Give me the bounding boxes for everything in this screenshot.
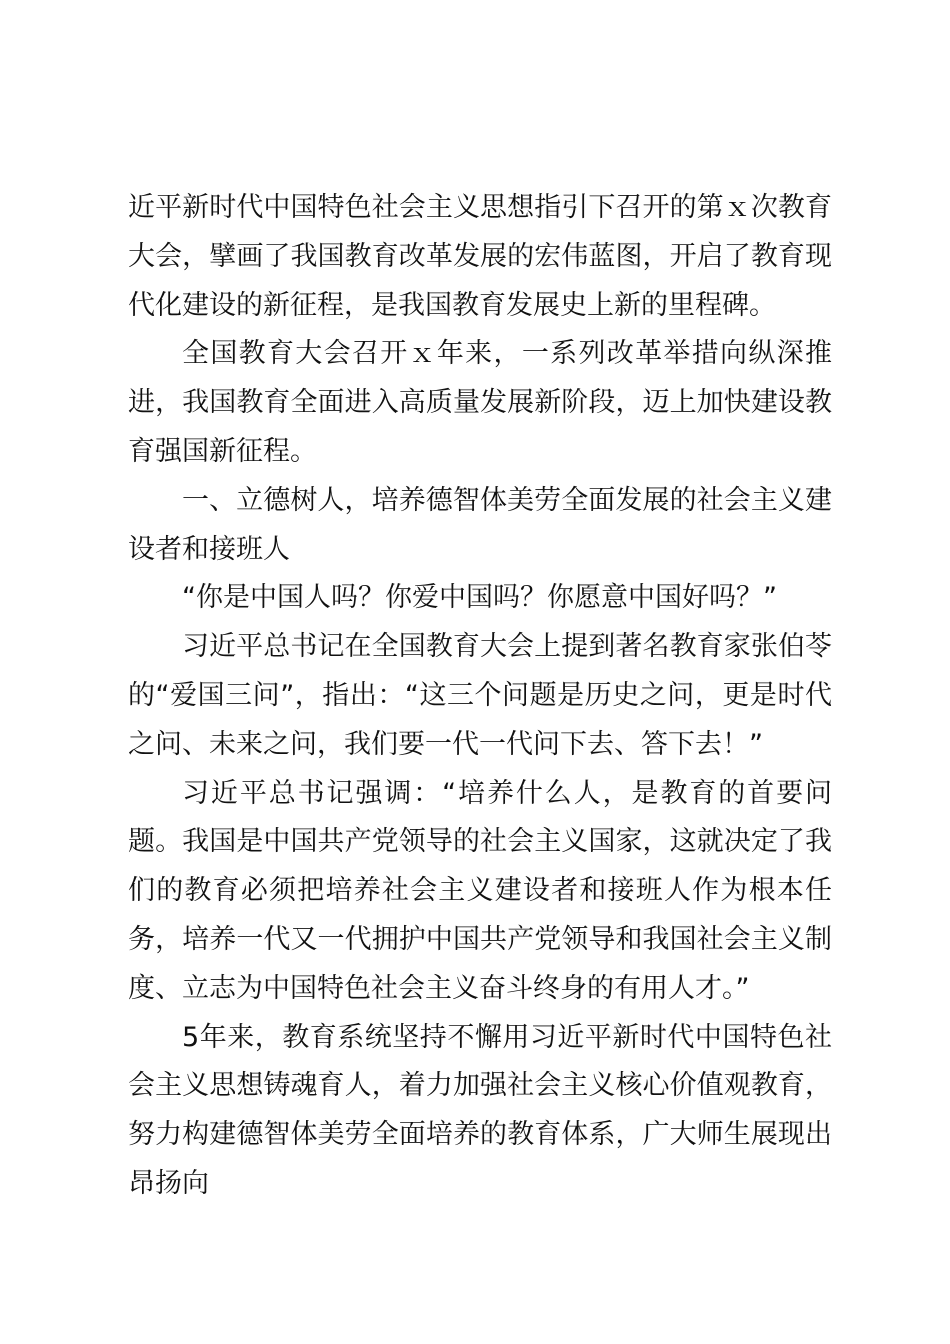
paragraph-education-task: 习近平总书记强调：“培养什么人，是教育的首要问题。我国是中国共产党领导的社会主义国家，这就决定了我们的教育必须把培养社会主义建设者和接班人作为根本任务，培养一代又一代拥护中国共产党领导和我国社会主义制度、立志为中国特色社会主义奋斗终身的有用人才。” [128,777,832,1004]
paragraph-intro-continued: 近平新时代中国特色社会主义思想指引下召开的第ｘ次教育大会，擘画了我国教育改革发展的宏伟蓝图，开启了教育现代化建设的新征程，是我国教育发展史上新的里程碑。 [128,192,832,321]
paragraph-patriotic-questions: 习近平总书记在全国教育大会上提到著名教育家张伯苓的“爱国三问”，指出：“这三个问题是历史之问，更是时代之问、未来之问，我们要一代一代问下去、答下去！” [128,631,832,760]
paragraph-five-years: 全国教育大会召开ｘ年来，一系列改革举措向纵深推进，我国教育全面进入高质量发展新阶段，迈上加快建设教育强国新征程。 [128,338,832,467]
section-heading-one: 一、立德树人，培养德智体美劳全面发展的社会主义建设者和接班人 [128,484,832,565]
document-body [128,184,832,1209]
paragraph-five-years-system: 5年来，教育系统坚持不懈用习近平新时代中国特色社会主义思想铸魂育人，着力加强社会主义核心价值观教育，努力构建德智体美劳全面培养的教育体系，广大师生展现出昂扬向 [128,1021,832,1199]
paragraph-quote-questions: “你是中国人吗？你爱中国吗？你愿意中国好吗？” [182,582,777,614]
